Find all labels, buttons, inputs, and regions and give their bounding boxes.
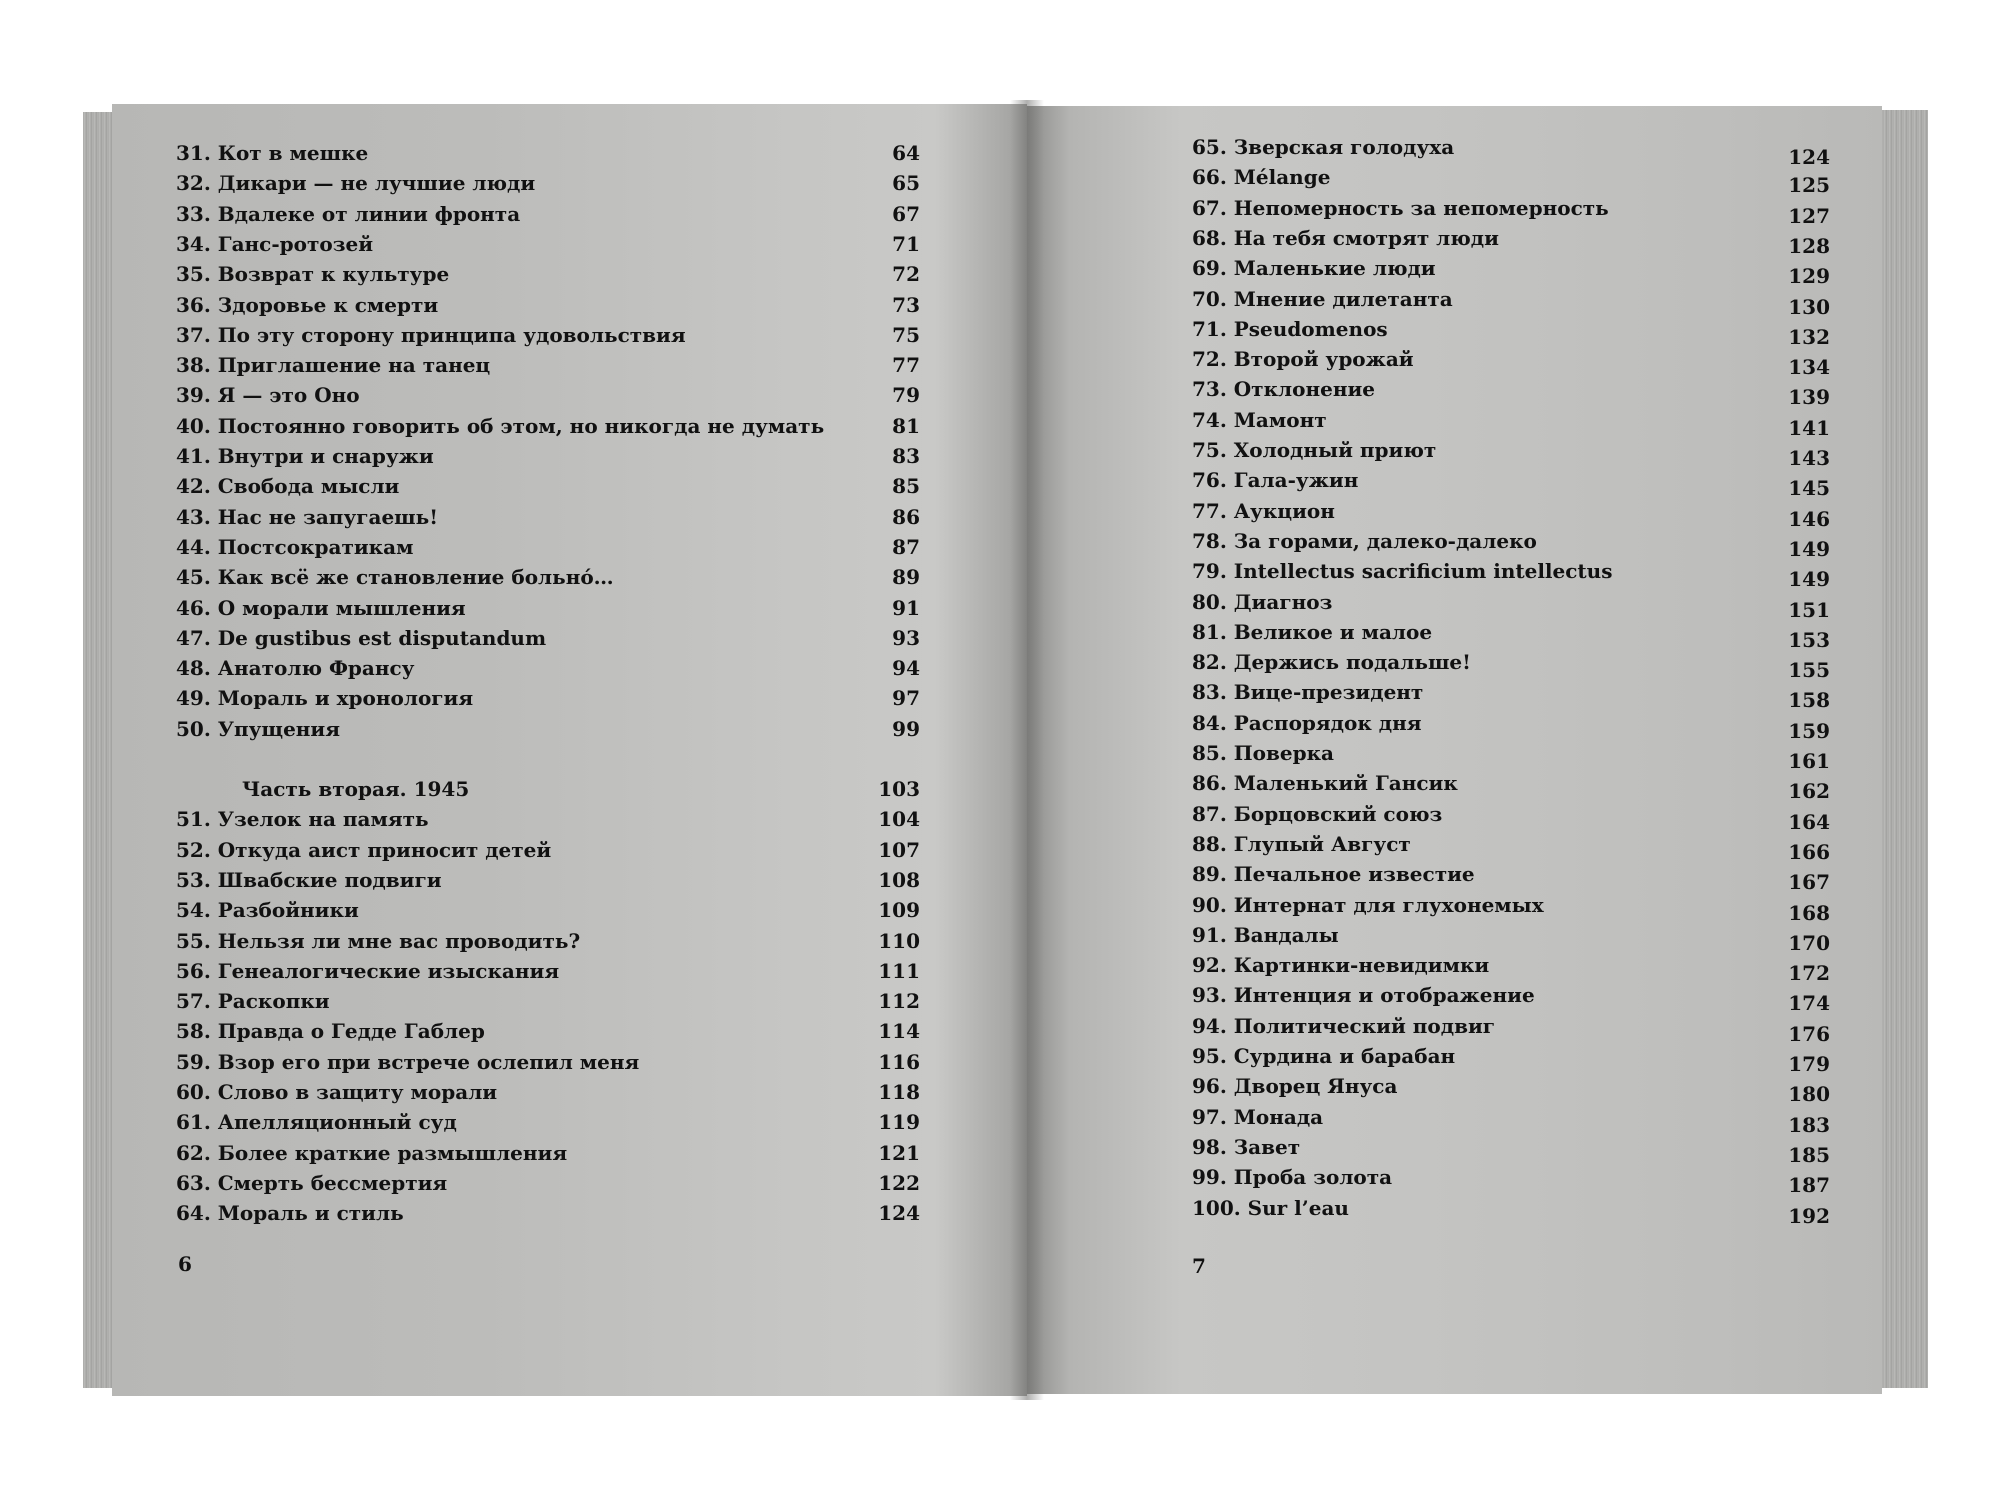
- page-number: 6: [178, 1252, 192, 1276]
- toc-entry-page: 158: [1788, 688, 1830, 712]
- toc-entry-page: 83: [892, 444, 920, 468]
- toc-entry: [1192, 496, 1830, 531]
- toc-entry: [176, 1168, 920, 1198]
- right-page: [1027, 106, 1882, 1394]
- toc-entry-title: Часть вторая. 1945: [242, 777, 470, 801]
- toc-section-heading: [176, 774, 920, 804]
- toc-entry-title: 43. Нас не запугаешь!: [176, 505, 439, 529]
- toc-entry-title: 71. Pseudomenos: [1192, 317, 1388, 341]
- toc-entry-page: 130: [1788, 295, 1830, 319]
- toc-entry-title: 92. Картинки-невидимки: [1192, 953, 1490, 977]
- toc-entry: [176, 1138, 920, 1168]
- toc-entry-title: 40. Постоянно говорить об этом, но никогда не думать: [176, 414, 825, 438]
- toc-entry: [176, 1107, 920, 1137]
- toc-entry: [1192, 162, 1830, 197]
- toc-entry-title: 49. Мораль и хронология: [176, 686, 474, 710]
- toc-entry-title: 47. De gustibus est disputandum: [176, 626, 547, 650]
- toc-entry: [1192, 344, 1830, 379]
- toc-entry-page: 166: [1788, 840, 1830, 864]
- toc-entry: [1192, 829, 1830, 864]
- toc-entry-page: 143: [1788, 446, 1830, 470]
- toc-entry-title: 51. Узелок на память: [176, 807, 429, 831]
- toc-entry: [1192, 314, 1830, 349]
- toc-entry-title: 96. Дворец Януса: [1192, 1074, 1398, 1098]
- toc-entry-page: 118: [878, 1080, 920, 1104]
- toc-entry-page: 64: [892, 141, 920, 165]
- toc-entry-page: 174: [1788, 991, 1830, 1015]
- left-toc: [176, 138, 920, 1338]
- toc-entry-title: 93. Интенция и отображение: [1192, 983, 1535, 1007]
- toc-entry-page: 73: [892, 293, 920, 317]
- toc-entry-title: 36. Здоровье к смерти: [176, 293, 439, 317]
- toc-entry-page: 89: [892, 565, 920, 589]
- toc-entry: [176, 199, 920, 229]
- toc-entry-page: 111: [878, 959, 920, 983]
- toc-entry-page: 93: [892, 626, 920, 650]
- toc-entry: [1192, 1162, 1830, 1197]
- toc-entry-title: 85. Поверка: [1192, 741, 1334, 765]
- toc-entry: [1192, 556, 1830, 591]
- toc-entry-page: 71: [892, 232, 920, 256]
- toc-entry-title: 99. Проба золота: [1192, 1165, 1393, 1189]
- toc-entry: [176, 441, 920, 471]
- toc-entry-title: 68. На тебя смотрят люди: [1192, 226, 1499, 250]
- toc-entry: [1192, 587, 1830, 622]
- toc-entry: [1192, 950, 1830, 985]
- toc-entry: [1192, 435, 1830, 470]
- toc-entry-page: 108: [878, 868, 920, 892]
- toc-entry: [176, 229, 920, 259]
- toc-entry-page: 75: [892, 323, 920, 347]
- toc-entry-title: 98. Завет: [1192, 1135, 1301, 1159]
- toc-entry-title: 67. Непомерность за непомерность: [1192, 196, 1609, 220]
- toc-entry: [176, 926, 920, 956]
- toc-entry-title: 46. О морали мышления: [176, 596, 466, 620]
- toc-entry-page: 72: [892, 262, 920, 286]
- toc-entry: [1192, 1132, 1830, 1167]
- toc-entry: [176, 411, 920, 441]
- toc-entry-page: 132: [1788, 325, 1830, 349]
- toc-entry: [1192, 1011, 1830, 1046]
- toc-entry-page: 153: [1788, 628, 1830, 652]
- toc-entry: [1192, 799, 1830, 834]
- toc-entry-title: 57. Раскопки: [176, 989, 330, 1013]
- toc-entry-page: 180: [1788, 1082, 1830, 1106]
- toc-entry: [1192, 284, 1830, 319]
- toc-entry-page: 109: [878, 898, 920, 922]
- toc-entry-title: 39. Я — это Оно: [176, 383, 360, 407]
- toc-entry-title: 89. Печальное известие: [1192, 862, 1475, 886]
- toc-entry: [1192, 405, 1830, 440]
- toc-entry: [1192, 1102, 1830, 1137]
- toc-entry-title: 33. Вдалеке от линии фронта: [176, 202, 521, 226]
- toc-entry: [176, 623, 920, 653]
- toc-entry: [176, 1198, 920, 1228]
- toc-entry-title: 79. Intellectus sacrificium intellectus: [1192, 559, 1613, 583]
- toc-entry-page: 114: [878, 1019, 920, 1043]
- toc-entry: [1192, 980, 1830, 1015]
- toc-entry-title: 82. Держись подальше!: [1192, 650, 1471, 674]
- toc-entry-page: 99: [892, 717, 920, 741]
- toc-entry-title: 76. Гала-ужин: [1192, 468, 1359, 492]
- toc-entry-page: 170: [1788, 931, 1830, 955]
- toc-entry-title: 72. Второй урожай: [1192, 347, 1414, 371]
- toc-entry-page: 145: [1788, 476, 1830, 500]
- toc-entry: [1192, 374, 1830, 409]
- toc-entry-page: 176: [1788, 1022, 1830, 1046]
- toc-entry: [1192, 193, 1830, 228]
- toc-entry-page: 187: [1788, 1173, 1830, 1197]
- toc-entry-title: 97. Монада: [1192, 1105, 1324, 1129]
- toc-entry-page: 172: [1788, 961, 1830, 985]
- toc-entry-title: 86. Маленький Гансик: [1192, 771, 1458, 795]
- toc-entry-title: 59. Взор его при встрече ослепил меня: [176, 1050, 640, 1074]
- toc-entry-page: 168: [1788, 901, 1830, 925]
- toc-entry: [1192, 890, 1830, 925]
- toc-entry: [176, 259, 920, 289]
- toc-entry-title: 88. Глупый Август: [1192, 832, 1411, 856]
- toc-entry: [1192, 1041, 1830, 1076]
- toc-entry: [1192, 223, 1830, 258]
- toc-entry: [1192, 465, 1830, 500]
- toc-entry-page: 151: [1788, 598, 1830, 622]
- toc-entry-title: 84. Распорядок дня: [1192, 711, 1422, 735]
- toc-entry: [176, 502, 920, 532]
- toc-entry-title: 48. Анатолю Франсу: [176, 656, 415, 680]
- toc-entry-title: 37. По эту сторону принципа удовольствия: [176, 323, 686, 347]
- toc-entry-title: 55. Нельзя ли мне вас проводить?: [176, 929, 581, 953]
- toc-entry-page: 149: [1788, 567, 1830, 591]
- toc-entry-title: 35. Возврат к культуре: [176, 262, 450, 286]
- toc-entry-title: 61. Апелляционный суд: [176, 1110, 457, 1134]
- toc-entry-title: 60. Слово в защиту морали: [176, 1080, 498, 1104]
- toc-entry: [176, 895, 920, 925]
- toc-entry-title: 94. Политический подвиг: [1192, 1014, 1496, 1038]
- toc-entry: [1192, 253, 1830, 288]
- toc-entry: [1192, 738, 1830, 773]
- toc-entry-page: 104: [878, 807, 920, 831]
- toc-entry-title: 75. Холодный приют: [1192, 438, 1437, 462]
- toc-entry-title: 100. Sur l’eau: [1192, 1196, 1349, 1220]
- toc-entry: [176, 562, 920, 592]
- toc-entry-page: 112: [878, 989, 920, 1013]
- toc-entry: [1192, 859, 1830, 894]
- toc-entry-title: 32. Дикари — не лучшие люди: [176, 171, 536, 195]
- toc-entry: [176, 350, 920, 380]
- toc-entry: [176, 532, 920, 562]
- toc-entry-title: 70. Мнение дилетанта: [1192, 287, 1453, 311]
- toc-entry-title: 87. Борцовский союз: [1192, 802, 1443, 826]
- toc-entry: [176, 1016, 920, 1046]
- toc-entry-page: 192: [1788, 1204, 1830, 1228]
- toc-entry: [176, 138, 920, 168]
- toc-entry-page: 149: [1788, 537, 1830, 561]
- toc-entry: [176, 1047, 920, 1077]
- toc-entry-title: 63. Смерть бессмертия: [176, 1171, 448, 1195]
- toc-entry-title: 56. Генеалогические изыскания: [176, 959, 560, 983]
- toc-entry-title: 44. Постсократикам: [176, 535, 414, 559]
- toc-entry: [176, 380, 920, 410]
- toc-entry-page: 79: [892, 383, 920, 407]
- toc-entry: [176, 320, 920, 350]
- toc-entry-title: 90. Интернат для глухонемых: [1192, 893, 1544, 917]
- toc-entry-page: 116: [878, 1050, 920, 1074]
- toc-entry-title: 81. Великое и малое: [1192, 620, 1433, 644]
- toc-entry-page: 110: [878, 929, 920, 953]
- toc-entry-title: 50. Упущения: [176, 717, 341, 741]
- toc-entry-page: 67: [892, 202, 920, 226]
- toc-entry: [176, 593, 920, 623]
- toc-entry-page: 161: [1788, 749, 1830, 773]
- toc-entry: [176, 835, 920, 865]
- toc-entry-title: 42. Свобода мысли: [176, 474, 400, 498]
- toc-entry-title: 34. Ганс-ротозей: [176, 232, 374, 256]
- toc-entry-page: 179: [1788, 1052, 1830, 1076]
- toc-entry-page: 185: [1788, 1143, 1830, 1167]
- toc-entry-page: 86: [892, 505, 920, 529]
- toc-entry: [1192, 677, 1830, 712]
- toc-entry: [1192, 920, 1830, 955]
- toc-entry-page: 127: [1788, 204, 1830, 228]
- toc-entry-page: 77: [892, 353, 920, 377]
- toc-entry-title: 41. Внутри и снаружи: [176, 444, 434, 468]
- toc-entry-page: 97: [892, 686, 920, 710]
- toc-entry-page: 128: [1788, 234, 1830, 258]
- toc-entry-title: 95. Сурдина и барабан: [1192, 1044, 1456, 1068]
- toc-entry-title: 73. Отклонение: [1192, 377, 1376, 401]
- toc-entry: [176, 471, 920, 501]
- toc-entry-title: 58. Правда о Гедде Габлер: [176, 1019, 485, 1043]
- toc-entry: [176, 168, 920, 198]
- toc-entry-title: 45. Как всё же становление больно́…: [176, 565, 614, 589]
- toc-entry-title: 78. За горами, далеко-далеко: [1192, 529, 1537, 553]
- toc-entry-title: 77. Аукцион: [1192, 499, 1335, 523]
- right-toc: [1192, 132, 1830, 1332]
- toc-entry-title: 83. Вице-президент: [1192, 680, 1424, 704]
- toc-entry-page: 167: [1788, 870, 1830, 894]
- toc-entry-page: 85: [892, 474, 920, 498]
- toc-entry: [176, 1077, 920, 1107]
- toc-entry-page: 122: [878, 1171, 920, 1195]
- toc-entry: [176, 653, 920, 683]
- toc-entry-page: 155: [1788, 658, 1830, 682]
- toc-entry-title: 64. Мораль и стиль: [176, 1201, 404, 1225]
- toc-entry-title: 69. Маленькие люди: [1192, 256, 1436, 280]
- toc-entry-page: 139: [1788, 385, 1830, 409]
- toc-entry: [1192, 1071, 1830, 1106]
- toc-entry-title: 52. Откуда аист приносит детей: [176, 838, 552, 862]
- toc-entry-page: 119: [878, 1110, 920, 1134]
- toc-entry-title: 74. Мамонт: [1192, 408, 1327, 432]
- toc-entry: [176, 865, 920, 895]
- toc-entry: [1192, 1193, 1830, 1228]
- toc-entry-page: 87: [892, 535, 920, 559]
- toc-entry-page: 65: [892, 171, 920, 195]
- toc-entry: [176, 290, 920, 320]
- toc-entry-page: 164: [1788, 810, 1830, 834]
- toc-entry-title: 38. Приглашение на танец: [176, 353, 491, 377]
- toc-entry-title: 54. Разбойники: [176, 898, 359, 922]
- toc-entry-page: 94: [892, 656, 920, 680]
- toc-entry-page: 134: [1788, 355, 1830, 379]
- toc-entry: [1192, 647, 1830, 682]
- toc-entry-page: 162: [1788, 779, 1830, 803]
- toc-entry: [1192, 708, 1830, 743]
- toc-entry-title: 53. Швабские подвиги: [176, 868, 442, 892]
- toc-entry-page: 129: [1788, 264, 1830, 288]
- toc-entry: [176, 714, 920, 744]
- toc-entry: [176, 804, 920, 834]
- toc-entry-title: 62. Более краткие размышления: [176, 1141, 568, 1165]
- toc-entry-page: 103: [878, 777, 920, 801]
- toc-entry: [1192, 768, 1830, 803]
- toc-entry: [176, 683, 920, 713]
- toc-entry-page: 125: [1788, 173, 1830, 197]
- toc-entry: [1192, 132, 1830, 169]
- toc-entry-title: 66. Mélange: [1192, 165, 1331, 189]
- toc-entry-page: 81: [892, 414, 920, 438]
- toc-entry-page: 121: [878, 1141, 920, 1165]
- toc-entry-title: 31. Кот в мешке: [176, 141, 369, 165]
- toc-entry-page: 124: [1788, 145, 1830, 169]
- toc-entry-page: 146: [1788, 507, 1830, 531]
- toc-entry-page: 183: [1788, 1113, 1830, 1137]
- toc-entry: [1192, 526, 1830, 561]
- left-page: [112, 104, 1027, 1396]
- toc-entry: [176, 956, 920, 986]
- toc-entry-page: 124: [878, 1201, 920, 1225]
- toc-entry: [1192, 617, 1830, 652]
- toc-entry-page: 91: [892, 596, 920, 620]
- toc-entry-page: 107: [878, 838, 920, 862]
- toc-entry-page: 141: [1788, 416, 1830, 440]
- toc-entry: [176, 986, 920, 1016]
- toc-entry-title: 91. Вандалы: [1192, 923, 1339, 947]
- toc-entry-page: 159: [1788, 719, 1830, 743]
- book-gutter-shadow: [1010, 100, 1044, 1400]
- toc-entry-title: 65. Зверская голодуха: [1192, 135, 1455, 159]
- toc-entry-title: 80. Диагноз: [1192, 590, 1333, 614]
- page-number: 7: [1192, 1254, 1206, 1278]
